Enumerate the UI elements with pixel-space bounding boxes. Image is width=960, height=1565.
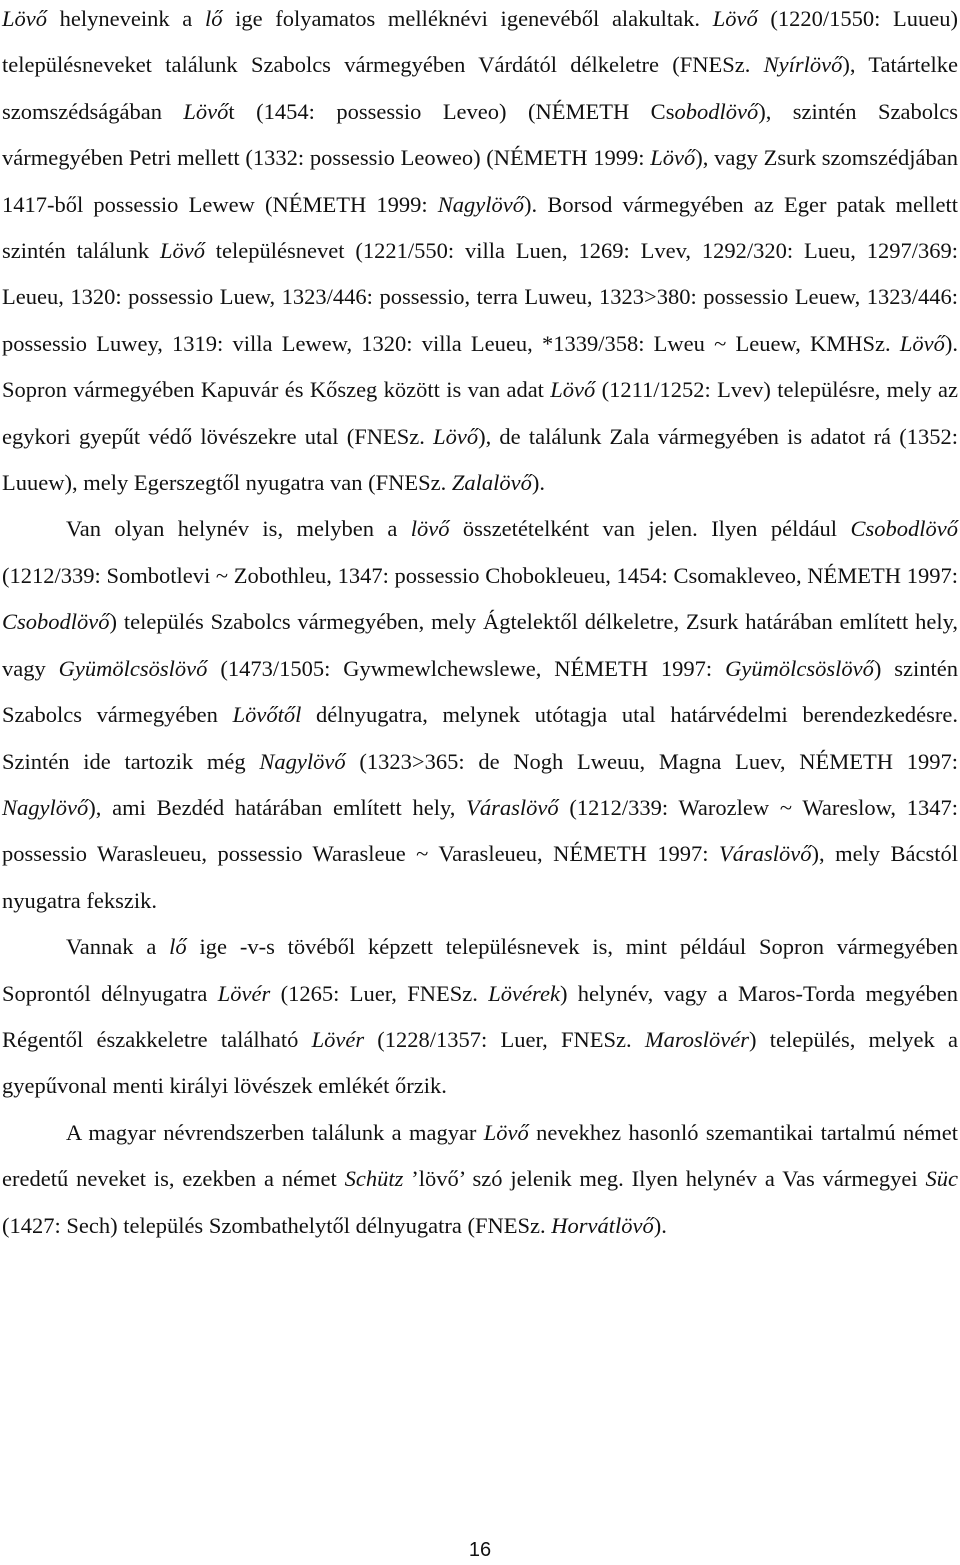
text-run: (1265: Luer, FNESz. xyxy=(270,980,489,1006)
text-run: ige folyamatos melléknévi igenevéből alakultak. xyxy=(222,6,713,31)
italic-term: Maroslövér xyxy=(644,1026,749,1052)
text-run: (1220/1550: Luueu) településneveket találunk Szabolcs vármegyében Várdától délkeletre (FNESz. xyxy=(2,6,959,78)
text-run: Van olyan helynév is, melyben a xyxy=(66,516,411,542)
text-run: (1473/1505: Gywmewlchewslewe, NÉMETH 1997: xyxy=(207,655,726,681)
text-run: (1212/339: Warozlew ~ Wareslow, 1347: possessio Warasleueu, possessio Warasleue ~ Varasleueu, NÉMETH 1997: xyxy=(2,794,958,867)
text-run: ), mely Bácstól nyugatra fekszik. xyxy=(2,841,958,913)
text-run: ) település, melyek a gyepűvonal menti királyi lövészek emlékét őrzik. xyxy=(2,1026,958,1099)
italic-term: Lövő xyxy=(159,238,205,264)
text-run: ) szintén Szabolcs vármegyében xyxy=(2,655,958,728)
italic-term: Lövő xyxy=(483,1119,529,1145)
italic-term: Süc xyxy=(925,1166,958,1192)
body-text xyxy=(2,0,958,1249)
italic-term: Lövő xyxy=(650,145,696,171)
text-run: (1212/339: Sombotlevi ~ Zobothleu, 1347: possessio Chobokleueu, 1454: Csomakleveo, NÉMETH 1997: xyxy=(2,562,958,588)
italic-term: Lövőtől xyxy=(232,702,302,728)
text-run: (1211/1252: Lvev) településre, mely az egykori gyepűt védő lövészekre utal (FNESz. xyxy=(2,377,958,449)
italic-term: Gyümölcsöslövő xyxy=(58,655,208,681)
italic-term: Csobodlövő xyxy=(2,609,110,635)
italic-term: Lövő xyxy=(712,6,758,31)
text-run: (1427: Sech) település Szombathelytől délnyugatra (FNESz. xyxy=(2,1212,552,1238)
italic-term: Lövő xyxy=(183,98,229,124)
text-run: ). Sopron vármegyében Kapuvár és Kőszeg között is van adat xyxy=(2,330,958,403)
text-run: ). xyxy=(531,470,546,496)
text-run: összetételként van jelen. Ilyen például xyxy=(449,516,851,542)
italic-term: Lövő xyxy=(899,330,945,356)
text-run: ’lövő’ szó jelenik meg. Ilyen helynév a Vas vármegyei xyxy=(403,1166,926,1192)
text-run: ), ami Bezdéd határában említett hely, xyxy=(88,794,467,820)
italic-term: Váraslövő xyxy=(466,794,559,820)
paragraph xyxy=(2,1110,958,1249)
text-run: településnevet (1221/550: villa Luen, 1269: Lvev, 1292/320: Lueu, 1297/369: Leueu, 1320: possessio Luew, 1323/446: possessio, terra Luweu, 1323>380: possessio Leuew, 1323/446: possessio Luwey, 1319: villa Lewew, 1320: villa Leueu, *1339/358: Lweu ~ Leuew, KMHSz. xyxy=(2,238,958,356)
italic-term: Lövő xyxy=(2,6,47,31)
italic-term: Nagylövő xyxy=(437,191,525,217)
paragraph xyxy=(2,0,958,506)
italic-term: Gyümölcsöslövő xyxy=(725,655,874,681)
text-run: nevekhez hasonló szemantikai tartalmú német eredetű neveket is, ezekben a német xyxy=(2,1119,958,1192)
italic-term: Schütz xyxy=(344,1166,404,1192)
text-run: ige -v-s tövéből képzett településnevek is, mint például Sopron vármegyében Soprontól délnyugatra xyxy=(2,934,959,1006)
text-run: Vannak a xyxy=(66,934,170,960)
text-run: (1323>365: de Nogh Lweuu, Magna Luev, NÉMETH 1997: xyxy=(345,748,958,774)
text-run: ). xyxy=(653,1212,667,1238)
paragraph xyxy=(2,506,958,924)
text-run: ) település Szabolcs vármegyében, mely Ágtelektől délkeletre, Zsurk határában említett hely, vagy xyxy=(2,609,958,681)
text-run: ). Borsod vármegyében az Eger patak mellett szintén találunk xyxy=(2,191,959,264)
italic-term: Lövér xyxy=(311,1026,365,1052)
italic-term: Nagylövő xyxy=(2,794,89,820)
text-run: ) helynév, vagy a Maros-Torda megyében Régentől északkeletre található xyxy=(2,980,959,1052)
paragraph xyxy=(2,924,958,1110)
italic-term: Lövő xyxy=(433,423,479,449)
italic-term: lő xyxy=(169,934,187,960)
text-run: t (1454: possessio Leveo) (NÉMETH Cs xyxy=(228,98,675,124)
text-run: ), szintén Szabolcs vármegyében Petri mellett (1332: possessio Leoweo) (NÉMETH 1999: xyxy=(2,98,958,171)
text-run: ), Tatártelke szomszédságában xyxy=(2,52,958,124)
text-run: A magyar névrendszerben találunk a magyar xyxy=(66,1119,484,1145)
italic-term: lövő xyxy=(410,516,450,542)
text-run: ), vagy Zsurk szomszédjában 1417-ből possessio Lewew (NÉMETH 1999: xyxy=(2,145,959,217)
italic-term: Csobodlövő xyxy=(850,516,958,542)
italic-term: obodlövő xyxy=(674,98,759,124)
italic-term: Lövérek xyxy=(488,980,560,1006)
text-run: (1228/1357: Luer, FNESz. xyxy=(364,1026,645,1052)
italic-term: Horvátlövő xyxy=(551,1212,654,1238)
italic-term: Lövér xyxy=(217,980,271,1006)
italic-term: Váraslövő xyxy=(719,841,812,867)
text-run: ), de találunk Zala vármegyében is adatot rá (1352: Luuew), mely Egerszegtől nyugatra van (FNESz. xyxy=(2,423,959,496)
page-number: 16 xyxy=(468,1539,492,1561)
italic-term: Nyírlövő xyxy=(763,52,843,78)
italic-term: Lövő xyxy=(550,377,596,403)
italic-term: Zalalövő xyxy=(451,470,532,496)
italic-term: Nagylövő xyxy=(259,748,346,774)
italic-term: lő xyxy=(204,6,223,31)
text-run: helyneveink a xyxy=(47,6,205,31)
text-run: délnyugatra, melynek utótagja utal határvédelmi berendezkedésre. Szintén ide tartozik még xyxy=(2,702,958,774)
